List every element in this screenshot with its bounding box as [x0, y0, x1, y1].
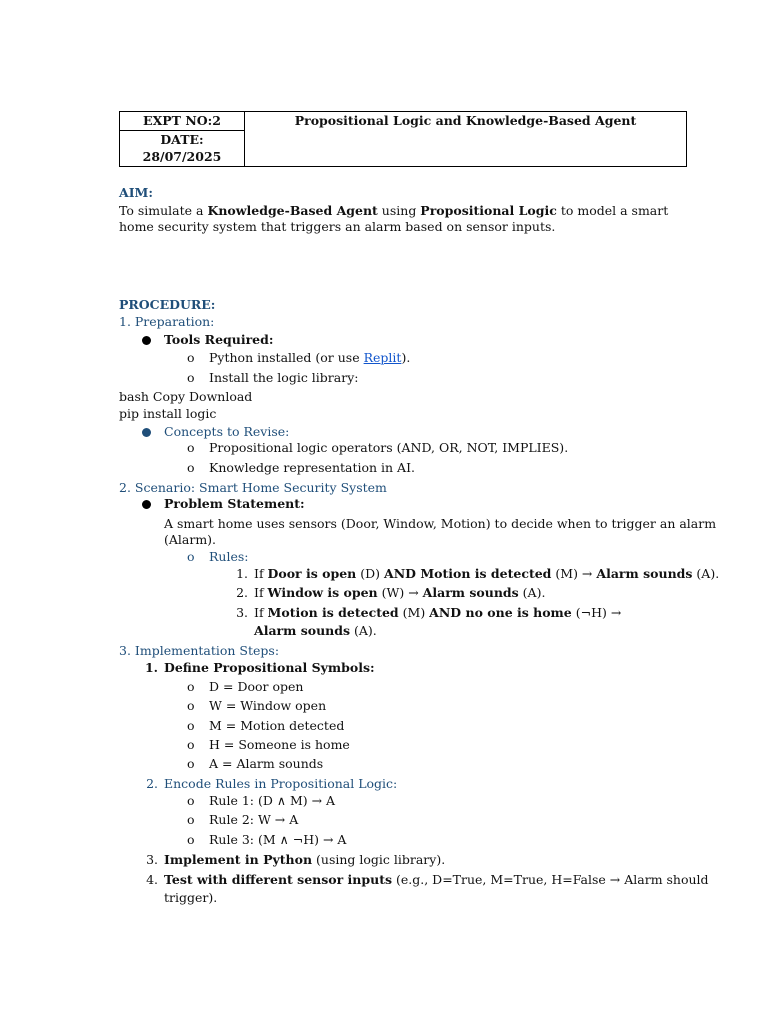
symbol-item: o W = Window open [187, 698, 327, 713]
step-4: 4. Test with different sensor inputs (e.g., D=True, M=True, H=False → Alarm should [146, 872, 709, 887]
rule-3: 3. If Motion is detected (M) AND no one is home (¬H) → [236, 605, 622, 620]
problem-text-2: (Alarm). [164, 532, 217, 547]
tool-python: o Python installed (or use Replit). [187, 350, 411, 365]
tools-required-item: Tools Required: [164, 332, 274, 347]
rule-2: 2. If Window is open (W) → Alarm sounds (A). [236, 585, 546, 600]
symbol-item: o M = Motion detected [187, 718, 345, 733]
replit-link[interactable]: Replit [363, 350, 402, 365]
step-4-cont: trigger). [164, 890, 218, 905]
symbol-item: o H = Someone is home [187, 737, 350, 752]
section-implementation: 3. Implementation Steps: [119, 643, 280, 658]
date-label: DATE: [160, 132, 204, 148]
tool-logic-library: o Install the logic library: [187, 370, 359, 385]
concept-2: o Knowledge representation in AI. [187, 460, 415, 475]
code-line-2: pip install logic [119, 406, 217, 421]
encoded-rule: o Rule 2: W → A [187, 812, 299, 827]
rules-item: o Rules: [187, 549, 249, 564]
problem-statement-item: Problem Statement: [164, 496, 305, 511]
date-cell [120, 131, 245, 167]
aim-line-1: To simulate a Knowledge-Based Agent using Propositional Logic to model a smart [119, 203, 669, 218]
header-table [119, 111, 687, 167]
concept-1: o Propositional logic operators (AND, OR, NOT, IMPLIES). [187, 440, 569, 455]
encoded-rule: o Rule 3: (M ∧ ¬H) → A [187, 832, 347, 847]
experiment-title: Propositional Logic and Knowledge-Based Agent [245, 112, 687, 167]
step-1: 1. Define Propositional Symbols: [144, 660, 375, 675]
procedure-heading: PROCEDURE: [119, 297, 216, 312]
code-line-1: bash Copy Download [119, 389, 253, 404]
symbol-item: o A = Alarm sounds [187, 756, 324, 771]
concepts-item: Concepts to Revise: [164, 424, 290, 439]
encoded-rule: o Rule 1: (D ∧ M) → A [187, 793, 336, 808]
aim-line-2: home security system that triggers an alarm based on sensor inputs. [119, 219, 556, 234]
step-3: 3. Implement in Python (using logic library). [146, 852, 446, 867]
rule-3-cont: Alarm sounds (A). [254, 623, 377, 638]
aim-heading: AIM: [119, 185, 153, 200]
symbol-item: o D = Door open [187, 679, 304, 694]
section-scenario: 2. Scenario: Smart Home Security System [119, 480, 387, 495]
problem-text-1: A smart home uses sensors (Door, Window, Motion) to decide when to trigger an alarm [164, 516, 717, 531]
rule-1: 1. If Door is open (D) AND Motion is detected (M) → Alarm sounds (A). [236, 566, 720, 581]
step-2: 2. Encode Rules in Propositional Logic: [146, 776, 398, 791]
section-preparation: 1. Preparation: [119, 314, 215, 329]
date-value: 28/07/2025 [142, 148, 222, 164]
expt-no: EXPT NO:2 [120, 112, 245, 131]
